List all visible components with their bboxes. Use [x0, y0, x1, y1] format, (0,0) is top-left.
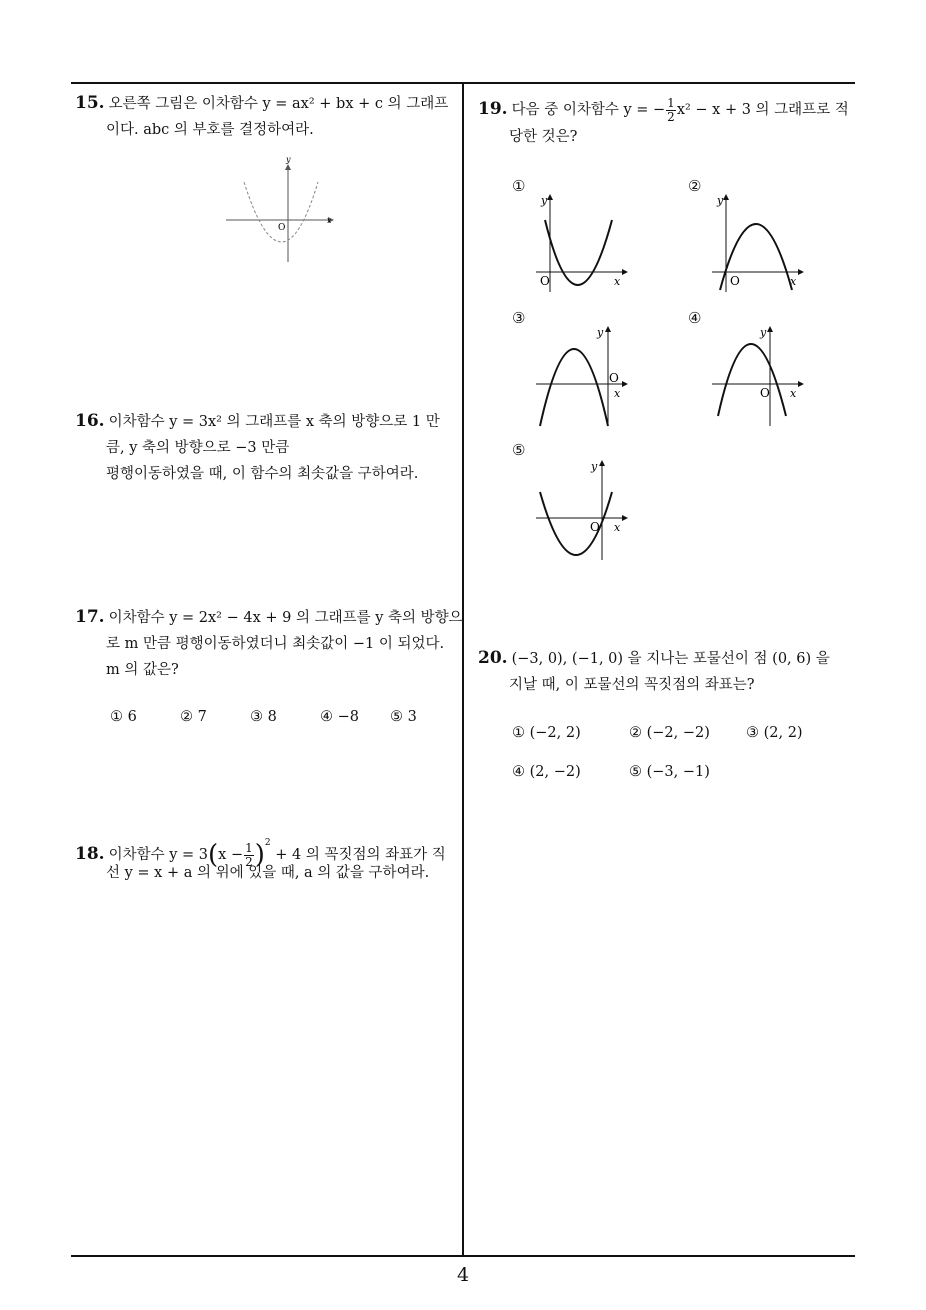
y-arrow-icon — [767, 326, 773, 332]
question-20 — [478, 645, 830, 698]
question-18 — [75, 826, 446, 886]
x-arrow-icon — [798, 269, 804, 275]
exponent: 2 — [264, 838, 271, 848]
choice-2[interactable]: ② (−2, −2) — [629, 725, 710, 741]
x-arrow-icon — [798, 381, 804, 387]
origin-label: O — [730, 274, 740, 288]
x-label: x — [327, 216, 332, 225]
choice-label-3[interactable]: ③ — [512, 309, 526, 327]
origin-label: O — [540, 274, 550, 288]
question-text: 선 y = x + a 의 위에 있을 때, a 의 값을 구하여라. — [106, 865, 430, 881]
question-19 — [478, 94, 849, 150]
y-arrow-icon — [547, 194, 553, 200]
q20-choices-row-1 — [512, 725, 803, 741]
x-label: x — [790, 387, 797, 400]
y-label: y — [717, 194, 724, 207]
y-arrow-icon — [285, 164, 291, 170]
parabola — [540, 349, 608, 426]
question-number: 19. — [478, 99, 508, 119]
choice-label-5[interactable]: ⑤ — [512, 441, 526, 459]
q19-graph-4 — [706, 322, 806, 430]
origin-label: O — [609, 371, 619, 385]
x-arrow-icon — [622, 515, 628, 521]
x-label: x — [790, 275, 797, 288]
question-text: x − — [218, 847, 244, 863]
question-text: (−3, 0), (−1, 0) 을 지나는 포물선이 점 (0, 6) 을 — [511, 651, 830, 667]
y-label: y — [591, 460, 598, 473]
question-number: 16. — [75, 411, 105, 431]
x-arrow-icon — [622, 269, 628, 275]
question-15 — [75, 90, 448, 143]
choice-label-2[interactable]: ② — [688, 177, 702, 195]
choice-3[interactable]: ③ (2, 2) — [746, 725, 803, 741]
q19-graph-3 — [530, 322, 630, 430]
choice-1[interactable]: ① (−2, 2) — [512, 725, 581, 741]
question-text: m 의 값은? — [106, 662, 179, 678]
right-paren: ) — [254, 840, 265, 870]
question-text: 오른쪽 그림은 이차함수 y = ax² + bx + c 의 그래프 — [108, 96, 449, 112]
origin-label: O — [278, 223, 286, 233]
x-label: x — [614, 275, 621, 288]
choice-1[interactable]: ① 6 — [110, 709, 137, 725]
parabola — [718, 344, 786, 416]
origin-label: O — [760, 386, 770, 400]
question-text: 이다. abc 의 부호를 결정하여라. — [106, 122, 314, 138]
question-text: 이차함수 y = 3x² 의 그래프를 x 축의 방향으로 1 만 — [108, 414, 440, 430]
question-number: 18. — [75, 844, 105, 864]
y-label: y — [286, 155, 291, 164]
x-arrow-icon — [622, 381, 628, 387]
question-text: 다음 중 이차함수 y = − — [511, 102, 666, 118]
x-label: x — [614, 521, 621, 534]
y-label: y — [760, 326, 767, 339]
question-16 — [75, 408, 440, 487]
parabola — [244, 182, 318, 242]
question-text: 큼, y 축의 방향으로 −3 만큼 — [106, 440, 290, 456]
question-number: 15. — [75, 93, 105, 113]
y-arrow-icon — [599, 460, 605, 466]
question-text: 이차함수 y = 3 — [108, 847, 208, 863]
q20-choices-row-2 — [512, 764, 710, 780]
question-number: 20. — [478, 648, 508, 668]
question-text: 이차함수 y = 2x² − 4x + 9 의 그래프를 y 축의 방향으 — [108, 610, 463, 626]
origin-label: O — [590, 520, 600, 534]
question-text: 당한 것은? — [509, 129, 578, 145]
question-text: 평행이동하였을 때, 이 함수의 최솟값을 구하여라. — [106, 466, 419, 482]
x-label: x — [614, 387, 621, 400]
y-label: y — [597, 326, 604, 339]
page-number: 4 — [456, 1264, 470, 1286]
fraction: $\frac{1}{2}$ — [667, 95, 675, 124]
parabola — [545, 220, 612, 285]
question-text: + 4 의 꼭짓점의 좌표가 직 — [270, 847, 446, 863]
q17-choices — [110, 709, 417, 725]
left-paren: ( — [208, 840, 219, 870]
question-text: x² − x + 3 의 그래프로 적 — [676, 102, 849, 118]
q15-graph — [222, 152, 340, 267]
q19-graph-5 — [530, 456, 630, 562]
y-label: y — [541, 194, 548, 207]
question-number: 17. — [75, 607, 105, 627]
bottom-rule — [71, 1255, 855, 1257]
parabola — [540, 492, 612, 555]
fraction: $\frac{1}{2}$ — [245, 840, 253, 869]
question-17 — [75, 604, 463, 683]
choice-label-4[interactable]: ④ — [688, 309, 702, 327]
question-text: 지날 때, 이 포물선의 꼭짓점의 좌표는? — [509, 677, 755, 693]
choice-label-1[interactable]: ① — [512, 177, 526, 195]
q19-graph-2 — [706, 190, 806, 295]
choice-5[interactable]: ⑤ (−3, −1) — [629, 764, 710, 780]
y-arrow-icon — [605, 326, 611, 332]
choice-5[interactable]: ⑤ 3 — [390, 709, 417, 725]
y-arrow-icon — [723, 194, 729, 200]
choice-3[interactable]: ③ 8 — [250, 709, 277, 725]
choice-4[interactable]: ④ (2, −2) — [512, 764, 581, 780]
choice-2[interactable]: ② 7 — [180, 709, 207, 725]
question-text: 로 m 만큼 평행이동하였더니 최솟값이 −1 이 되었다. — [106, 636, 445, 652]
q19-graph-1 — [530, 190, 630, 295]
choice-4[interactable]: ④ −8 — [320, 709, 359, 725]
